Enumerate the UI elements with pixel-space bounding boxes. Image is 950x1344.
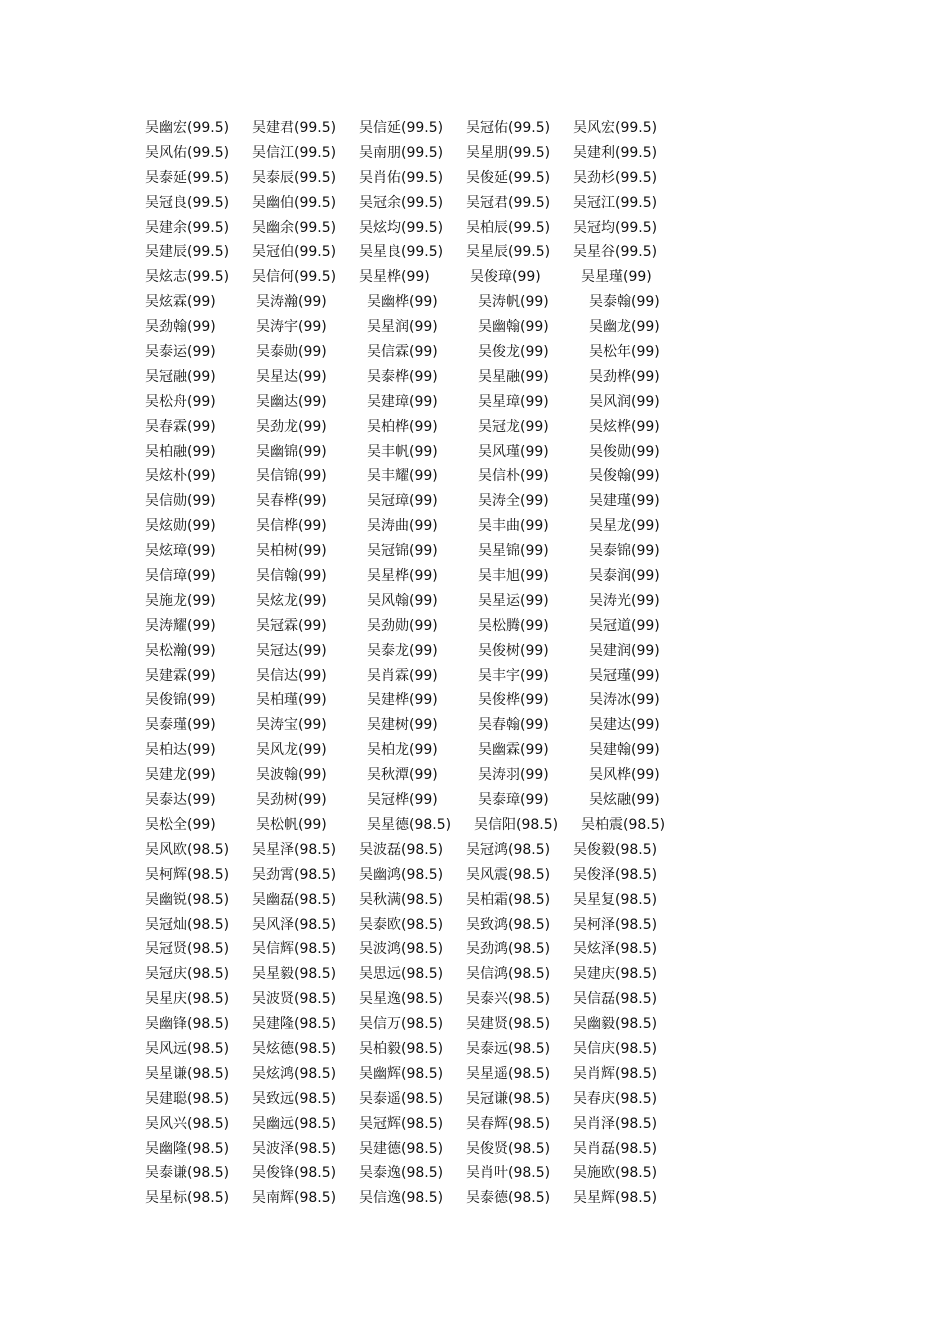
name-entry: 吴俊毅(98.5) [573, 841, 658, 858]
name-entry: 吴致鸿(98.5) [466, 916, 551, 933]
name-entry: 吴涛全(99) [478, 493, 549, 510]
name-entry: 吴星遥(98.5) [466, 1065, 551, 1082]
name-row [145, 1087, 865, 1112]
name-entry: 吴泰延(99.5) [145, 169, 230, 186]
name-entry: 吴春辉(98.5) [466, 1115, 551, 1132]
name-entry: 吴炫鸿(98.5) [252, 1065, 337, 1082]
name-entry: 吴幽锦(99) [256, 443, 327, 460]
name-row [145, 415, 865, 440]
name-entry: 吴星桦(99) [367, 568, 438, 585]
name-row [145, 639, 865, 664]
name-entry: 吴星达(99) [256, 368, 327, 385]
name-entry: 吴风欧(98.5) [145, 841, 230, 858]
name-entry: 吴风桦(99) [589, 767, 660, 784]
name-entry: 吴冠鸿(98.5) [466, 841, 551, 858]
name-row [145, 440, 865, 465]
name-entry: 吴冠均(99.5) [573, 219, 658, 236]
name-entry: 吴冠良(99.5) [145, 194, 230, 211]
name-entry: 吴信磊(98.5) [573, 991, 658, 1008]
name-entry: 吴幽伯(99.5) [252, 194, 337, 211]
name-entry: 吴信朴(99) [478, 468, 549, 485]
name-entry: 吴泰龙(99) [367, 642, 438, 659]
name-entry: 吴风宏(99.5) [573, 120, 658, 136]
name-entry: 吴春桦(99) [256, 493, 327, 510]
name-entry: 吴星德(98.5) [367, 816, 452, 833]
name-entry: 吴幽毅(98.5) [573, 1016, 658, 1033]
name-row [145, 738, 865, 763]
name-entry: 吴建庆(98.5) [573, 966, 658, 983]
name-entry: 吴建聪(98.5) [145, 1090, 230, 1107]
name-entry: 吴泰欧(98.5) [359, 916, 444, 933]
name-entry: 吴建龙(99) [145, 767, 216, 784]
name-entry: 吴泰逸(98.5) [359, 1165, 444, 1182]
name-entry: 吴涛曲(99) [367, 518, 438, 535]
name-row [145, 365, 865, 390]
name-entry: 吴波鸿(98.5) [359, 941, 444, 958]
name-row [145, 614, 865, 639]
name-entry: 吴俊勋(99) [589, 443, 660, 460]
name-entry: 吴泰辰(99.5) [252, 169, 337, 186]
name-entry: 吴冠道(99) [589, 617, 660, 634]
name-row [145, 1186, 865, 1211]
name-entry: 吴俊龙(99) [478, 344, 549, 361]
name-entry: 吴建隆(98.5) [252, 1016, 337, 1033]
name-entry: 吴炫均(99.5) [359, 219, 444, 236]
name-entry: 吴星复(98.5) [573, 891, 658, 908]
name-entry: 吴劲树(99) [256, 792, 327, 809]
name-entry: 吴冠辉(98.5) [359, 1115, 444, 1132]
name-entry: 吴俊贤(98.5) [466, 1140, 551, 1157]
name-entry: 吴冠灿(98.5) [145, 916, 230, 933]
name-row [145, 962, 865, 987]
name-entry: 吴冠锦(99) [367, 543, 438, 560]
name-entry: 吴柏龙(99) [367, 742, 438, 759]
name-entry: 吴建树(99) [367, 717, 438, 734]
name-entry: 吴波贤(98.5) [252, 991, 337, 1008]
name-entry: 吴松年(99) [589, 344, 660, 361]
name-entry: 吴星毅(98.5) [252, 966, 337, 983]
name-entry: 吴劲勋(99) [367, 617, 438, 634]
name-entry: 吴幽磊(98.5) [252, 891, 337, 908]
name-entry: 吴信霖(99) [367, 344, 438, 361]
name-entry: 吴信江(99.5) [252, 144, 337, 161]
name-entry: 吴泰桦(99) [367, 368, 438, 385]
name-entry: 吴柏达(99) [145, 742, 216, 759]
name-entry: 吴星润(99) [367, 319, 438, 336]
name-entry: 吴信翰(99) [256, 568, 327, 585]
name-entry: 吴建达(99) [589, 717, 660, 734]
name-entry: 吴劲霄(98.5) [252, 866, 337, 883]
name-entry: 吴信勋(99) [145, 493, 216, 510]
name-entry: 吴幽辉(98.5) [359, 1065, 444, 1082]
name-row [145, 514, 865, 539]
name-entry: 吴风震(98.5) [466, 866, 551, 883]
name-entry: 吴松帆(99) [256, 816, 327, 833]
name-entry: 吴炫桦(99) [589, 418, 660, 435]
name-entry: 吴柏瑾(99) [256, 692, 327, 709]
name-entry: 吴俊翰(99) [589, 468, 660, 485]
name-entry: 吴幽达(99) [256, 393, 327, 410]
name-row [145, 1012, 865, 1037]
name-entry: 吴信延(99.5) [359, 120, 444, 136]
name-entry: 吴风泽(98.5) [252, 916, 337, 933]
name-entry: 吴冠江(99.5) [573, 194, 658, 211]
name-entry: 吴幽余(99.5) [252, 219, 337, 236]
name-entry: 吴星泽(98.5) [252, 841, 337, 858]
name-entry: 吴肖辉(98.5) [573, 1065, 658, 1082]
name-row [145, 888, 865, 913]
name-entry: 吴冠瑾(99) [589, 667, 660, 684]
name-entry: 吴泰远(98.5) [466, 1040, 551, 1057]
name-entry: 吴信阳(98.5) [474, 816, 559, 833]
name-entry: 吴星瑾(99) [581, 269, 652, 286]
name-entry: 吴建翰(99) [589, 742, 660, 759]
name-row [145, 763, 865, 788]
name-entry: 吴柏辰(99.5) [466, 219, 551, 236]
name-entry: 吴炫霖(99) [145, 294, 216, 311]
name-entry: 吴涛宝(99) [256, 717, 327, 734]
name-entry: 吴信何(99.5) [252, 269, 337, 286]
name-entry: 吴星辰(99.5) [466, 244, 551, 261]
name-entry: 吴信逸(98.5) [359, 1190, 444, 1207]
name-entry: 吴涛耀(99) [145, 617, 216, 634]
name-entry: 吴施龙(99) [145, 592, 216, 609]
name-entry: 吴幽鸿(98.5) [359, 866, 444, 883]
name-entry: 吴施欧(98.5) [573, 1165, 658, 1182]
name-entry: 吴星朋(99.5) [466, 144, 551, 161]
name-entry: 吴幽隆(98.5) [145, 1140, 230, 1157]
name-entry: 吴信庆(98.5) [573, 1040, 658, 1057]
name-entry: 吴劲杉(99.5) [573, 169, 658, 186]
name-row [145, 813, 865, 838]
name-entry: 吴星谦(98.5) [145, 1065, 230, 1082]
name-entry: 吴秋满(98.5) [359, 891, 444, 908]
name-row [145, 216, 865, 241]
name-entry: 吴星标(98.5) [145, 1190, 230, 1207]
name-entry: 吴俊锋(98.5) [252, 1165, 337, 1182]
name-entry: 吴幽龙(99) [589, 319, 660, 336]
name-entry: 吴柏桦(99) [367, 418, 438, 435]
name-entry: 吴冠璋(99) [367, 493, 438, 510]
name-entry: 吴星璋(99) [478, 393, 549, 410]
name-entry: 吴俊桦(99) [478, 692, 549, 709]
name-entry: 吴建璋(99) [367, 393, 438, 410]
name-entry: 吴涛帆(99) [478, 294, 549, 311]
name-entry: 吴劲翰(99) [145, 319, 216, 336]
name-entry: 吴幽霖(99) [478, 742, 549, 759]
name-entry: 吴柯辉(98.5) [145, 866, 230, 883]
name-entry: 吴星辉(98.5) [573, 1190, 658, 1207]
name-entry: 吴肖叶(98.5) [466, 1165, 551, 1182]
name-entry: 吴建贤(98.5) [466, 1016, 551, 1033]
name-row [145, 464, 865, 489]
name-row [145, 141, 865, 166]
name-entry: 吴炫龙(99) [256, 592, 327, 609]
name-entry: 吴春霖(99) [145, 418, 216, 435]
name-entry: 吴涛瀚(99) [256, 294, 327, 311]
name-entry: 吴劲桦(99) [589, 368, 660, 385]
name-entry: 吴泰璋(99) [478, 792, 549, 809]
name-row [145, 838, 865, 863]
name-entry: 吴冠贤(98.5) [145, 941, 230, 958]
name-entry: 吴信辉(98.5) [252, 941, 337, 958]
name-entry: 吴泰瑾(99) [145, 717, 216, 734]
name-entry: 吴星运(99) [478, 592, 549, 609]
name-entry: 吴致远(98.5) [252, 1090, 337, 1107]
name-entry: 吴炫璋(99) [145, 543, 216, 560]
name-entry: 吴风远(98.5) [145, 1040, 230, 1057]
name-row [145, 1062, 865, 1087]
name-row [145, 539, 865, 564]
name-row [145, 191, 865, 216]
name-row [145, 788, 865, 813]
name-entry: 吴幽桦(99) [367, 294, 438, 311]
name-entry: 吴冠桦(99) [367, 792, 438, 809]
name-row [145, 390, 865, 415]
name-entry: 吴劲鸿(98.5) [466, 941, 551, 958]
name-entry: 吴波泽(98.5) [252, 1140, 337, 1157]
name-entry: 吴冠霖(99) [256, 617, 327, 634]
name-entry: 吴幽翰(99) [478, 319, 549, 336]
name-entry: 吴涛冰(99) [589, 692, 660, 709]
name-entry: 吴涛光(99) [589, 592, 660, 609]
name-entry: 吴泰运(99) [145, 344, 216, 361]
name-entry: 吴俊树(99) [478, 642, 549, 659]
name-entry: 吴肖泽(98.5) [573, 1115, 658, 1132]
name-entry: 吴建润(99) [589, 642, 660, 659]
name-row [145, 1161, 865, 1186]
name-entry: 吴风佑(99.5) [145, 144, 230, 161]
name-entry: 吴泰谦(98.5) [145, 1165, 230, 1182]
name-entry: 吴星龙(99) [589, 518, 660, 535]
name-entry: 吴思远(98.5) [359, 966, 444, 983]
name-entry: 吴冠君(99.5) [466, 194, 551, 211]
name-entry: 吴幽远(98.5) [252, 1115, 337, 1132]
name-entry: 吴丰旭(99) [478, 568, 549, 585]
name-list [145, 116, 865, 1211]
name-entry: 吴柏毅(98.5) [359, 1040, 444, 1057]
name-entry: 吴信桦(99) [256, 518, 327, 535]
name-entry: 吴冠伯(99.5) [252, 244, 337, 261]
name-row [145, 564, 865, 589]
name-row [145, 1037, 865, 1062]
name-entry: 吴秋潭(99) [367, 767, 438, 784]
name-entry: 吴南朋(99.5) [359, 144, 444, 161]
name-entry: 吴南辉(98.5) [252, 1190, 337, 1207]
name-entry: 吴丰宇(99) [478, 667, 549, 684]
name-entry: 吴肖磊(98.5) [573, 1140, 658, 1157]
name-entry: 吴松舟(99) [145, 393, 216, 410]
name-entry: 吴信璋(99) [145, 568, 216, 585]
name-entry: 吴炫朴(99) [145, 468, 216, 485]
name-row [145, 589, 865, 614]
name-row [145, 688, 865, 713]
name-entry: 吴星锦(99) [478, 543, 549, 560]
name-entry: 吴幽宏(99.5) [145, 120, 230, 136]
name-entry: 吴冠融(99) [145, 368, 216, 385]
name-entry: 吴俊璋(99) [470, 269, 541, 286]
name-entry: 吴建桦(99) [367, 692, 438, 709]
name-entry: 吴柏震(98.5) [581, 816, 666, 833]
name-entry: 吴泰达(99) [145, 792, 216, 809]
name-entry: 吴风兴(98.5) [145, 1115, 230, 1132]
name-entry: 吴丰耀(99) [367, 468, 438, 485]
name-entry: 吴泰翰(99) [589, 294, 660, 311]
name-entry: 吴建余(99.5) [145, 219, 230, 236]
name-entry: 吴肖霖(99) [367, 667, 438, 684]
name-entry: 吴信万(98.5) [359, 1016, 444, 1033]
name-row [145, 265, 865, 290]
name-entry: 吴风润(99) [589, 393, 660, 410]
name-row [145, 290, 865, 315]
name-row [145, 863, 865, 888]
name-entry: 吴柯泽(98.5) [573, 916, 658, 933]
name-row [145, 1112, 865, 1137]
name-entry: 吴信鸿(98.5) [466, 966, 551, 983]
name-entry: 吴风瑾(99) [478, 443, 549, 460]
name-entry: 吴冠佑(99.5) [466, 120, 551, 136]
name-entry: 吴星桦(99) [359, 269, 430, 286]
name-entry: 吴星庆(98.5) [145, 991, 230, 1008]
name-entry: 吴波翰(99) [256, 767, 327, 784]
name-entry: 吴春庆(98.5) [573, 1090, 658, 1107]
name-entry: 吴泰润(99) [589, 568, 660, 585]
name-entry: 吴炫德(98.5) [252, 1040, 337, 1057]
name-entry: 吴冠谦(98.5) [466, 1090, 551, 1107]
name-entry: 吴泰遥(98.5) [359, 1090, 444, 1107]
name-entry: 吴松腾(99) [478, 617, 549, 634]
name-entry: 吴波磊(98.5) [359, 841, 444, 858]
name-entry: 吴炫勋(99) [145, 518, 216, 535]
name-entry: 吴星谷(99.5) [573, 244, 658, 261]
name-entry: 吴建霖(99) [145, 667, 216, 684]
name-row [145, 340, 865, 365]
name-entry: 吴风龙(99) [256, 742, 327, 759]
name-entry: 吴星良(99.5) [359, 244, 444, 261]
name-entry: 吴泰德(98.5) [466, 1190, 551, 1207]
name-entry: 吴建瑾(99) [589, 493, 660, 510]
name-row [145, 1137, 865, 1162]
name-entry: 吴风翰(99) [367, 592, 438, 609]
name-entry: 吴建利(99.5) [573, 144, 658, 161]
name-entry: 吴肖佑(99.5) [359, 169, 444, 186]
name-entry: 吴炫志(99.5) [145, 269, 230, 286]
name-row [145, 166, 865, 191]
name-entry: 吴劲龙(99) [256, 418, 327, 435]
name-row [145, 664, 865, 689]
name-entry: 吴星融(99) [478, 368, 549, 385]
name-row [145, 987, 865, 1012]
name-entry: 吴泰锦(99) [589, 543, 660, 560]
name-entry: 吴俊泽(98.5) [573, 866, 658, 883]
name-entry: 吴俊延(99.5) [466, 169, 551, 186]
name-entry: 吴丰曲(99) [478, 518, 549, 535]
name-entry: 吴星逸(98.5) [359, 991, 444, 1008]
name-row [145, 937, 865, 962]
name-entry: 吴松瀚(99) [145, 642, 216, 659]
name-entry: 吴柏霜(98.5) [466, 891, 551, 908]
name-entry: 吴幽锋(98.5) [145, 1016, 230, 1033]
name-entry: 吴春翰(99) [478, 717, 549, 734]
name-entry: 吴建君(99.5) [252, 120, 337, 136]
name-entry: 吴炫融(99) [589, 792, 660, 809]
name-row [145, 315, 865, 340]
name-entry: 吴建德(98.5) [359, 1140, 444, 1157]
name-entry: 吴柏树(99) [256, 543, 327, 560]
name-entry: 吴俊锦(99) [145, 692, 216, 709]
name-row [145, 489, 865, 514]
name-row [145, 240, 865, 265]
name-entry: 吴建辰(99.5) [145, 244, 230, 261]
name-entry: 吴信锦(99) [256, 468, 327, 485]
name-entry: 吴泰兴(98.5) [466, 991, 551, 1008]
name-entry: 吴涛羽(99) [478, 767, 549, 784]
name-entry: 吴冠龙(99) [478, 418, 549, 435]
name-entry: 吴冠庆(98.5) [145, 966, 230, 983]
name-row [145, 913, 865, 938]
name-row [145, 116, 865, 141]
name-entry: 吴冠余(99.5) [359, 194, 444, 211]
name-entry: 吴泰勋(99) [256, 344, 327, 361]
name-row [145, 713, 865, 738]
name-entry: 吴炫泽(98.5) [573, 941, 658, 958]
name-entry: 吴涛宇(99) [256, 319, 327, 336]
name-entry: 吴冠达(99) [256, 642, 327, 659]
name-entry: 吴信达(99) [256, 667, 327, 684]
name-entry: 吴幽锐(98.5) [145, 891, 230, 908]
name-entry: 吴丰帆(99) [367, 443, 438, 460]
name-entry: 吴柏融(99) [145, 443, 216, 460]
name-entry: 吴松全(99) [145, 816, 216, 833]
